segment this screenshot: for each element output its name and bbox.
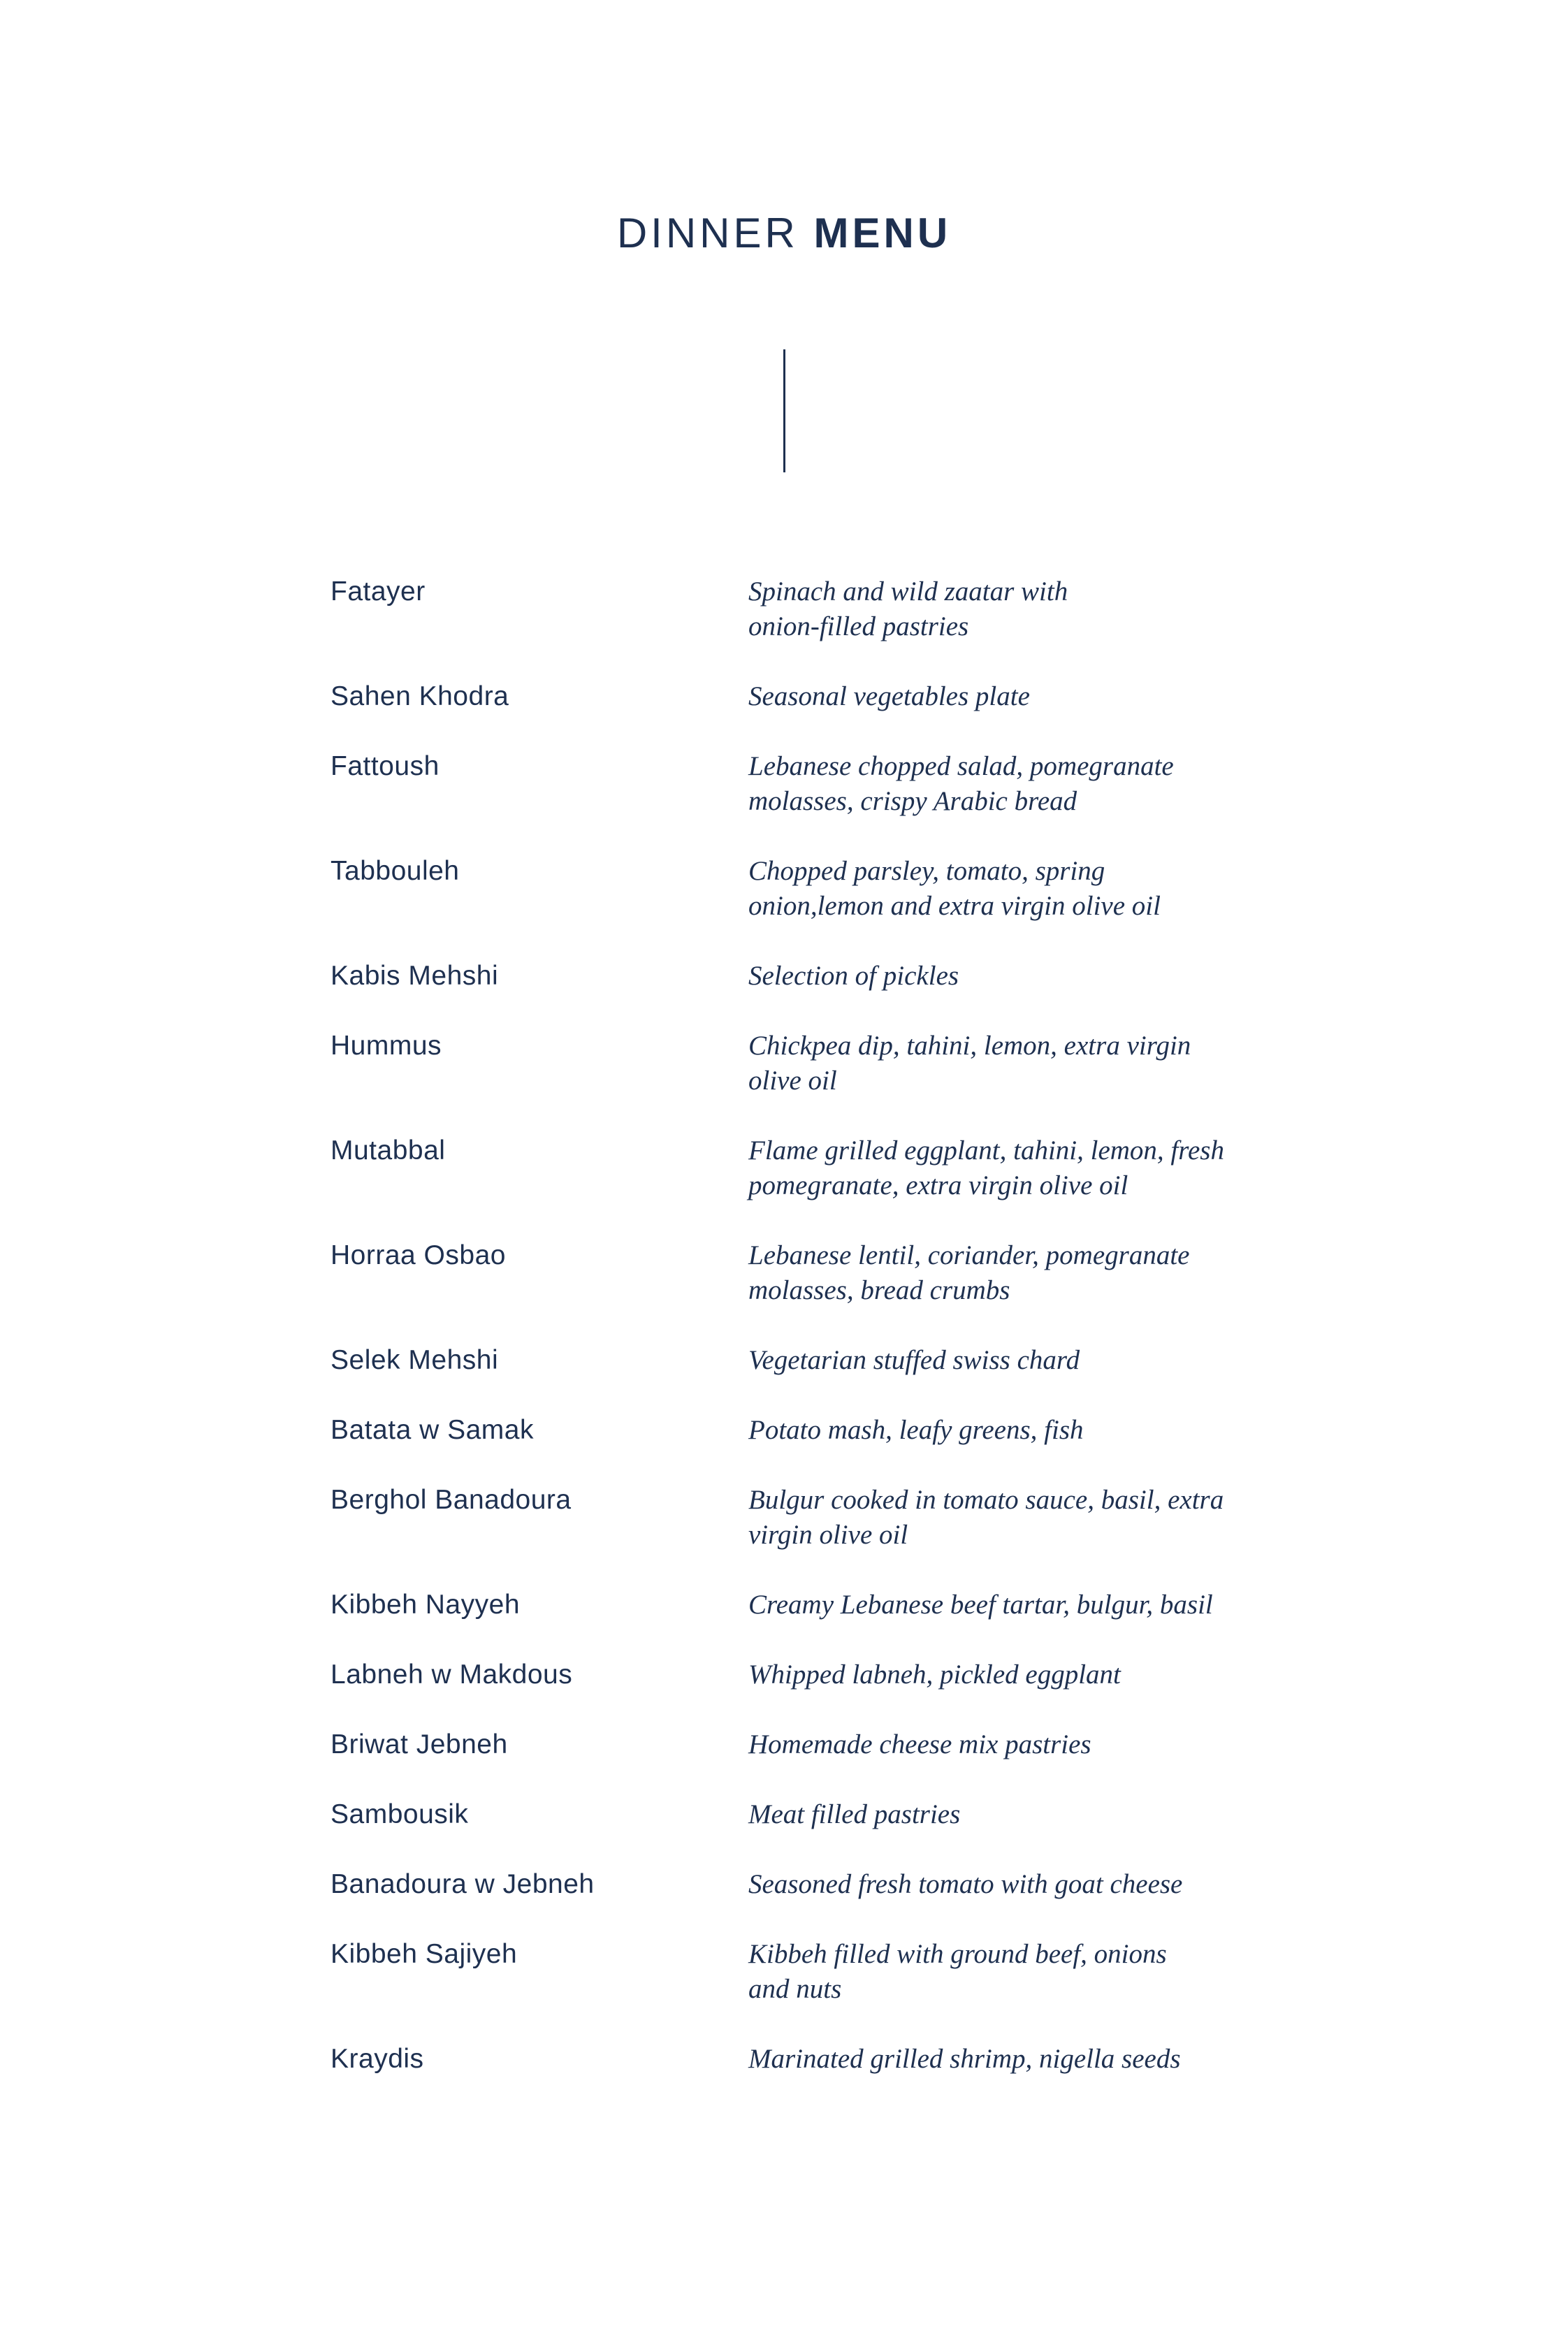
menu-item-name: Sambousik bbox=[331, 1799, 469, 1829]
menu-item-name: Sahen Khodra bbox=[331, 681, 509, 711]
menu-list bbox=[331, 574, 1281, 2112]
menu-item-description-line: Meat filled pastries bbox=[748, 1799, 961, 1829]
menu-item-description bbox=[748, 1343, 1237, 1378]
menu-item-name: Horraa Osbao bbox=[331, 1240, 506, 1270]
menu-item bbox=[331, 1483, 1281, 1588]
menu-item bbox=[331, 1238, 1281, 1343]
menu-item-name: Selek Mehshi bbox=[331, 1345, 499, 1375]
menu-item-name: Labneh w Makdous bbox=[331, 1660, 573, 1690]
menu-item bbox=[331, 1797, 1281, 1867]
title-first-word: DINNER bbox=[616, 210, 799, 256]
menu-item bbox=[331, 1867, 1281, 1937]
menu-item-description-line: Seasoned fresh tomato with goat cheese bbox=[748, 1869, 1183, 1899]
menu-item-name: Fattoush bbox=[331, 751, 440, 781]
menu-item-description-line: pomegranate, extra virgin olive oil bbox=[748, 1170, 1128, 1200]
menu-item bbox=[331, 1727, 1281, 1797]
menu-item bbox=[331, 2042, 1281, 2112]
menu-item-description bbox=[748, 1867, 1237, 1902]
menu-item-description bbox=[748, 1413, 1237, 1448]
menu-item-description-line: Spinach and wild zaatar with bbox=[748, 576, 1068, 607]
menu-item-description-line: Flame grilled eggplant, tahini, lemon, fresh bbox=[748, 1135, 1224, 1166]
menu-item-description bbox=[748, 1133, 1237, 1203]
menu-item bbox=[331, 1588, 1281, 1657]
menu-item-description bbox=[748, 1238, 1237, 1308]
menu-item-name: Kraydis bbox=[331, 2044, 424, 2074]
menu-item-description-line: and nuts bbox=[748, 1974, 842, 2004]
menu-item-name: Tabbouleh bbox=[331, 856, 460, 886]
menu-item-name: Hummus bbox=[331, 1031, 442, 1061]
menu-item-description bbox=[748, 1657, 1237, 1692]
menu-item-description bbox=[748, 2042, 1237, 2077]
menu-item-description-line: Seasonal vegetables plate bbox=[748, 681, 1030, 711]
menu-item-name: Kibbeh Sajiyeh bbox=[331, 1939, 518, 1969]
menu-item-description bbox=[748, 749, 1237, 819]
menu-item-description-line: onion-filled pastries bbox=[748, 611, 969, 641]
menu-item-description bbox=[748, 854, 1237, 924]
menu-item-description bbox=[748, 1029, 1237, 1098]
menu-item-description-line: Potato mash, leafy greens, fish bbox=[748, 1415, 1084, 1445]
menu-item-description bbox=[748, 1937, 1237, 2007]
menu-item bbox=[331, 1413, 1281, 1483]
menu-item-description bbox=[748, 574, 1237, 644]
menu-item bbox=[331, 1029, 1281, 1133]
menu-item-description bbox=[748, 1797, 1237, 1832]
menu-item-description-line: Selection of pickles bbox=[748, 961, 959, 991]
menu-item bbox=[331, 1657, 1281, 1727]
menu-item-description-line: Bulgur cooked in tomato sauce, basil, extra bbox=[748, 1485, 1224, 1515]
menu-item-description-line: Marinated grilled shrimp, nigella seeds bbox=[748, 2044, 1181, 2074]
menu-item-description bbox=[748, 679, 1237, 714]
menu-item bbox=[331, 749, 1281, 854]
menu-item-description bbox=[748, 1483, 1237, 1553]
menu-item-description-line: olive oil bbox=[748, 1066, 837, 1096]
page-title bbox=[0, 212, 1568, 254]
menu-item-name: Batata w Samak bbox=[331, 1415, 534, 1445]
menu-item-description-line: Homemade cheese mix pastries bbox=[748, 1729, 1091, 1759]
menu-item-description-line: Creamy Lebanese beef tartar, bulgur, basil bbox=[748, 1590, 1213, 1620]
menu-item-description bbox=[748, 1588, 1237, 1623]
menu-item-description-line: molasses, crispy Arabic bread bbox=[748, 786, 1077, 816]
title-second-word: MENU bbox=[813, 210, 952, 256]
menu-item-name: Berghol Banadoura bbox=[331, 1485, 572, 1515]
menu-item bbox=[331, 854, 1281, 959]
menu-item-description-line: virgin olive oil bbox=[748, 1520, 908, 1550]
menu-item-description bbox=[748, 959, 1237, 994]
menu-item bbox=[331, 1343, 1281, 1413]
menu-item bbox=[331, 959, 1281, 1029]
menu-item-name: Kabis Mehshi bbox=[331, 961, 499, 991]
menu-item-description-line: Chopped parsley, tomato, spring bbox=[748, 856, 1105, 886]
menu-item-description-line: onion,lemon and extra virgin olive oil bbox=[748, 891, 1161, 921]
menu-item-description bbox=[748, 1727, 1237, 1762]
vertical-divider bbox=[783, 349, 785, 472]
menu-item-name: Briwat Jebneh bbox=[331, 1729, 508, 1759]
menu-item-description-line: Lebanese lentil, coriander, pomegranate bbox=[748, 1240, 1190, 1270]
menu-item-description-line: Kibbeh filled with ground beef, onions bbox=[748, 1939, 1167, 1969]
menu-item-name: Mutabbal bbox=[331, 1135, 446, 1166]
menu-item-description-line: Lebanese chopped salad, pomegranate bbox=[748, 751, 1174, 781]
menu-item-description-line: molasses, bread crumbs bbox=[748, 1275, 1010, 1305]
menu-item-description-line: Chickpea dip, tahini, lemon, extra virgin bbox=[748, 1031, 1191, 1061]
menu-item-name: Fatayer bbox=[331, 576, 426, 607]
menu-item-name: Banadoura w Jebneh bbox=[331, 1869, 595, 1899]
menu-item-description-line: Vegetarian stuffed swiss chard bbox=[748, 1345, 1080, 1375]
menu-item bbox=[331, 1133, 1281, 1238]
menu-item-description-line: Whipped labneh, pickled eggplant bbox=[748, 1660, 1121, 1690]
menu-item bbox=[331, 574, 1281, 679]
menu-item bbox=[331, 1937, 1281, 2042]
menu-item-name: Kibbeh Nayyeh bbox=[331, 1590, 521, 1620]
menu-item bbox=[331, 679, 1281, 749]
